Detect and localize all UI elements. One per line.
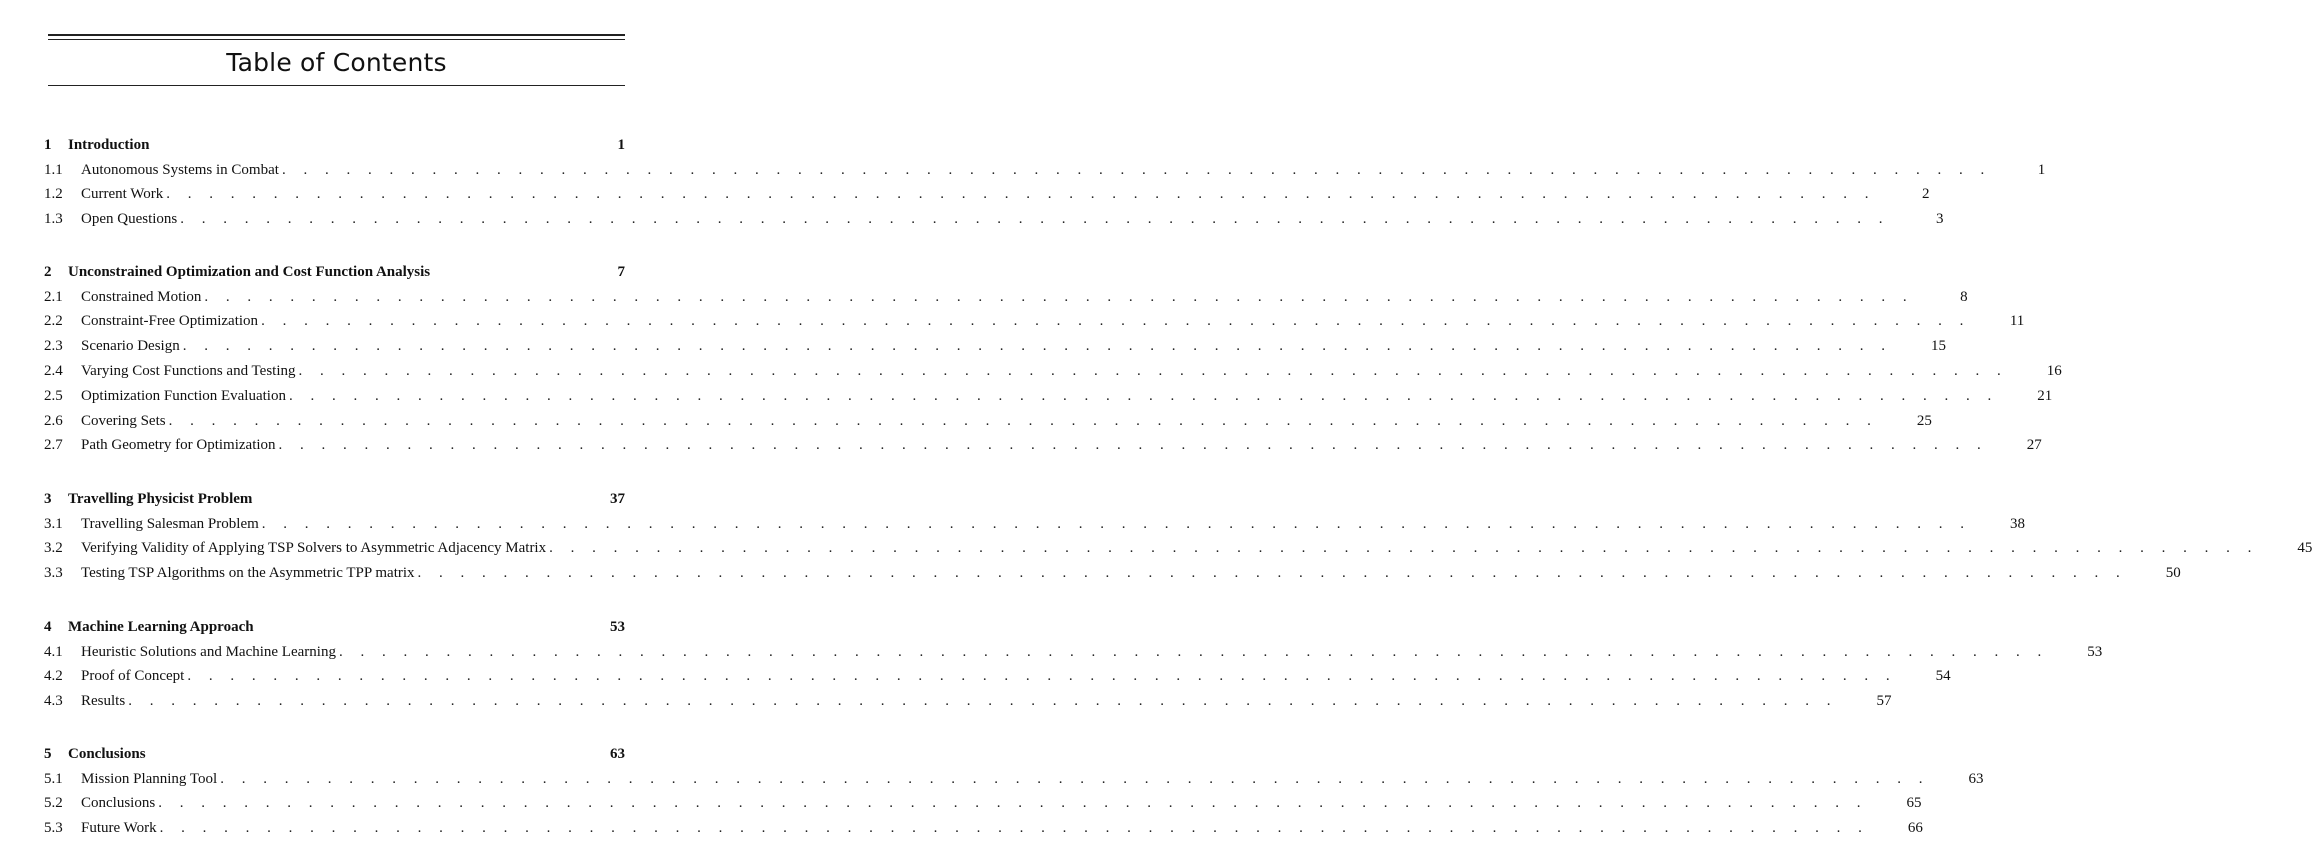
section-number: 2.6 <box>44 412 63 429</box>
section-page-number[interactable]: 8 <box>1960 288 1968 305</box>
toc-section-2-5[interactable] <box>44 387 2053 410</box>
leader-dots: . . . . . . . . . . . . . . . . . . . . . . . . . . . . . . . . . . . . . . . . . . . . . . . . . . . . . . . . . . . . . . . . . . . . . . . . . . . . . . . . <box>158 795 1868 812</box>
section-number: 4.3 <box>44 693 63 710</box>
chapter-title[interactable]: Machine Learning Approach <box>68 619 257 636</box>
section-page-number[interactable]: 66 <box>1907 820 1923 837</box>
section-title[interactable]: Path Geometry for Optimization <box>81 437 279 454</box>
section-number: 1.3 <box>44 211 63 228</box>
toc-section-4-2[interactable] <box>44 668 1951 690</box>
chapter-title[interactable]: Conclusions <box>68 746 149 763</box>
leader-dots: . . . . . . . . . . . . . . . . . . . . . . . . . . . . . . . . . . . . . . . . . . . . . . . . . . . . . . . . . . . . . . . . . . . . . . . . . . . . . . . . <box>298 362 2008 379</box>
chapter-number: 5 <box>44 746 52 762</box>
section-page-number[interactable]: 57 <box>1876 693 1892 710</box>
leader-dots: . . . . . . . . . . . . . . . . . . . . . . . . . . . . . . . . . . . . . . . . . . . . . . . . . . . . . . . . . . . . . . . . . . . . . . . . . . . . . . . . <box>549 540 2259 557</box>
toc-section-3-3[interactable] <box>44 565 2181 587</box>
toc-section-2-2[interactable] <box>44 313 2025 335</box>
toc-section-2-7[interactable] <box>44 437 2042 459</box>
section-title[interactable]: Future Work <box>81 820 160 837</box>
section-number: 3.2 <box>44 540 63 557</box>
toc-section-1-3[interactable] <box>44 211 1944 233</box>
section-page-number[interactable]: 54 <box>1935 668 1951 685</box>
section-title[interactable]: Current Work <box>81 186 166 203</box>
section-title[interactable]: Covering Sets <box>81 413 169 430</box>
title-rule-top-thin <box>48 39 625 40</box>
toc-section-3-1[interactable] <box>44 515 2026 538</box>
toc-chapter-4[interactable] <box>44 619 625 641</box>
toc-section-5-2[interactable] <box>44 795 1922 817</box>
chapter-title[interactable]: Travelling Physicist Problem <box>68 491 255 508</box>
section-number: 4.1 <box>44 643 63 660</box>
toc-chapter-5[interactable] <box>44 746 625 768</box>
section-title[interactable]: Conclusions <box>81 795 158 812</box>
section-page-number[interactable]: 1 <box>2037 161 2046 178</box>
section-page-number[interactable]: 11 <box>2009 313 2025 330</box>
section-number: 2.7 <box>44 437 63 454</box>
toc-section-5-3[interactable] <box>44 820 1923 842</box>
toc-chapter-3[interactable] <box>44 491 625 513</box>
section-number: 5.1 <box>44 770 63 787</box>
section-page-number[interactable]: 27 <box>2026 437 2042 454</box>
section-page-number[interactable]: 15 <box>1930 338 1946 355</box>
section-title[interactable]: Open Questions <box>81 211 180 228</box>
leader-dots: . . . . . . . . . . . . . . . . . . . . . . . . . . . . . . . . . . . . . . . . . . . . . . . . . . . . . . . . . . . . . . . . . . . . . . . . . . . . . . . . <box>128 693 1838 710</box>
leader-dots: . . . . . . . . . . . . . . . . . . . . . . . . . . . . . . . . . . . . . . . . . . . . . . . . . . . . . . . . . . . . . . . . . . . . . . . . . . . . . . . . <box>288 387 1999 404</box>
chapter-title[interactable]: Introduction <box>68 137 152 154</box>
section-title[interactable]: Scenario Design <box>81 338 183 355</box>
leader-dots: . . . . . . . . . . . . . . . . . . . . . . . . . . . . . . . . . . . . . . . . . . . . . . . . . . . . . . . . . . . . . . . . . . . . . . . . . . . . . . . . <box>278 437 1988 454</box>
toc-section-4-1[interactable] <box>44 643 2103 666</box>
page-title: Table of Contents <box>226 48 447 77</box>
leader-dots: . . . . . . . . . . . . . . . . . . . . . . . . . . . . . . . . . . . . . . . . . . . . . . . . . . . . . . . . . . . . . . . . . . . . . . . . . . . . . . . . <box>281 161 1992 178</box>
chapter-number: 3 <box>44 491 52 507</box>
section-page-number[interactable]: 21 <box>2037 387 2053 404</box>
section-page-number[interactable]: 3 <box>1936 211 1944 228</box>
chapter-page-number[interactable]: 1 <box>617 137 625 153</box>
leader-dots: . . . . . . . . . . . . . . . . . . . . . . . . . . . . . . . . . . . . . . . . . . . . . . . . . . . . . . . . . . . . . . . . . . . . . . . . . . . . . . . . <box>159 820 1869 837</box>
section-title[interactable]: Results <box>81 693 128 710</box>
toc-section-2-6[interactable] <box>44 412 1932 435</box>
section-number: 2.3 <box>44 338 63 355</box>
section-page-number[interactable]: 50 <box>2165 565 2181 582</box>
section-page-number[interactable]: 65 <box>1906 795 1922 812</box>
section-title[interactable]: Varying Cost Functions and Testing <box>81 363 299 380</box>
section-number: 2.1 <box>44 288 63 305</box>
toc-chapter-1[interactable] <box>44 137 625 159</box>
section-title[interactable]: Testing TSP Algorithms on the Asymmetric TPP matrix <box>81 565 418 582</box>
toc-section-2-1[interactable] <box>44 288 1968 311</box>
leader-dots: . . . . . . . . . . . . . . . . . . . . . . . . . . . . . . . . . . . . . . . . . . . . . . . . . . . . . . . . . . . . . . . . . . . . . . . . . . . . . . . . <box>220 770 1930 787</box>
section-title[interactable]: Proof of Concept <box>81 668 187 685</box>
leader-dots: . . . . . . . . . . . . . . . . . . . . . . . . . . . . . . . . . . . . . . . . . . . . . . . . . . . . . . . . . . . . . . . . . . . . . . . . . . . . . . . . <box>261 313 1971 330</box>
leader-dots: . . . . . . . . . . . . . . . . . . . . . . . . . . . . . . . . . . . . . . . . . . . . . . . . . . . . . . . . . . . . . . . . . . . . . . . . . . . . . . . . <box>417 565 2127 582</box>
leader-dots: . . . . . . . . . . . . . . . . . . . . . . . . . . . . . . . . . . . . . . . . . . . . . . . . . . . . . . . . . . . . . . . . . . . . . . . . . . . . . . . . <box>168 412 1878 429</box>
toc-section-2-3[interactable] <box>44 338 1946 360</box>
chapter-page-number[interactable]: 63 <box>610 746 625 762</box>
chapter-number: 2 <box>44 264 52 280</box>
chapter-page-number[interactable]: 53 <box>610 619 625 635</box>
leader-dots: . . . . . . . . . . . . . . . . . . . . . . . . . . . . . . . . . . . . . . . . . . . . . . . . . . . . . . . . . . . . . . . . . . . . . . . . . . . . . . . . <box>187 668 1897 685</box>
section-title[interactable]: Heuristic Solutions and Machine Learning <box>81 644 339 661</box>
section-page-number[interactable]: 2 <box>1922 186 1930 203</box>
toc-section-2-4[interactable] <box>44 362 2062 385</box>
section-number: 3.3 <box>44 565 63 582</box>
section-number: 1.2 <box>44 186 63 203</box>
title-rule-top-thick <box>48 34 625 36</box>
section-page-number[interactable]: 45 <box>2297 540 2312 557</box>
toc-section-3-2[interactable] <box>44 540 2312 562</box>
leader-dots: . . . . . . . . . . . . . . . . . . . . . . . . . . . . . . . . . . . . . . . . . . . . . . . . . . . . . . . . . . . . . . . . . . . . . . . . . . . . . . . . <box>261 515 1972 532</box>
chapter-number: 1 <box>44 137 52 153</box>
section-number: 5.3 <box>44 820 63 837</box>
leader-dots: . . . . . . . . . . . . . . . . . . . . . . . . . . . . . . . . . . . . . . . . . . . . . . . . . . . . . . . . . . . . . . . . . . . . . . . . . . . . . . . . <box>182 338 1892 355</box>
toc-section-5-1[interactable] <box>44 770 1984 793</box>
section-page-number[interactable]: 25 <box>1916 412 1932 429</box>
toc-section-1-2[interactable] <box>44 186 1930 208</box>
section-title[interactable]: Mission Planning Tool <box>81 771 220 788</box>
toc-section-4-3[interactable] <box>44 693 1892 715</box>
section-page-number[interactable]: 38 <box>2010 515 2026 532</box>
section-title[interactable]: Constrained Motion <box>81 289 204 306</box>
section-number: 2.5 <box>44 387 63 404</box>
section-number: 2.4 <box>44 362 63 379</box>
leader-dots: . . . . . . . . . . . . . . . . . . . . . . . . . . . . . . . . . . . . . . . . . . . . . . . . . . . . . . . . . . . . . . . . . . . . . . . . . . . . . . . . <box>204 288 1914 305</box>
chapter-title[interactable]: Unconstrained Optimization and Cost Function Analysis <box>68 264 433 281</box>
section-title[interactable]: Travelling Salesman Problem <box>81 516 262 533</box>
section-page-number[interactable]: 63 <box>1968 770 1984 787</box>
section-number: 4.2 <box>44 668 63 685</box>
leader-dots: . . . . . . . . . . . . . . . . . . . . . . . . . . . . . . . . . . . . . . . . . . . . . . . . . . . . . . . . . . . . . . . . . . . . . . . . . . . . . . . . <box>166 186 1876 203</box>
title-rule-bottom <box>48 85 625 86</box>
section-title[interactable]: Optimization Function Evaluation <box>81 388 289 405</box>
chapter-page-number[interactable]: 7 <box>617 264 625 280</box>
section-number: 3.1 <box>44 515 63 532</box>
toc-section-1-1[interactable] <box>44 161 2046 184</box>
chapter-page-number[interactable]: 37 <box>610 491 625 507</box>
section-page-number[interactable]: 53 <box>2087 643 2103 660</box>
section-number: 5.2 <box>44 795 63 812</box>
leader-dots: . . . . . . . . . . . . . . . . . . . . . . . . . . . . . . . . . . . . . . . . . . . . . . . . . . . . . . . . . . . . . . . . . . . . . . . . . . . . . . . . <box>180 211 1890 228</box>
section-title[interactable]: Verifying Validity of Applying TSP Solvers to Asymmetric Adjacency Matrix <box>81 540 549 557</box>
chapter-number: 4 <box>44 619 52 635</box>
section-page-number[interactable]: 16 <box>2046 362 2062 379</box>
leader-dots: . . . . . . . . . . . . . . . . . . . . . . . . . . . . . . . . . . . . . . . . . . . . . . . . . . . . . . . . . . . . . . . . . . . . . . . . . . . . . . . . <box>338 643 2049 660</box>
section-title[interactable]: Constraint-Free Optimization <box>81 313 261 330</box>
section-title[interactable]: Autonomous Systems in Combat <box>81 162 282 179</box>
toc-chapter-2[interactable] <box>44 264 625 286</box>
section-number: 1.1 <box>44 161 63 178</box>
section-number: 2.2 <box>44 313 63 330</box>
